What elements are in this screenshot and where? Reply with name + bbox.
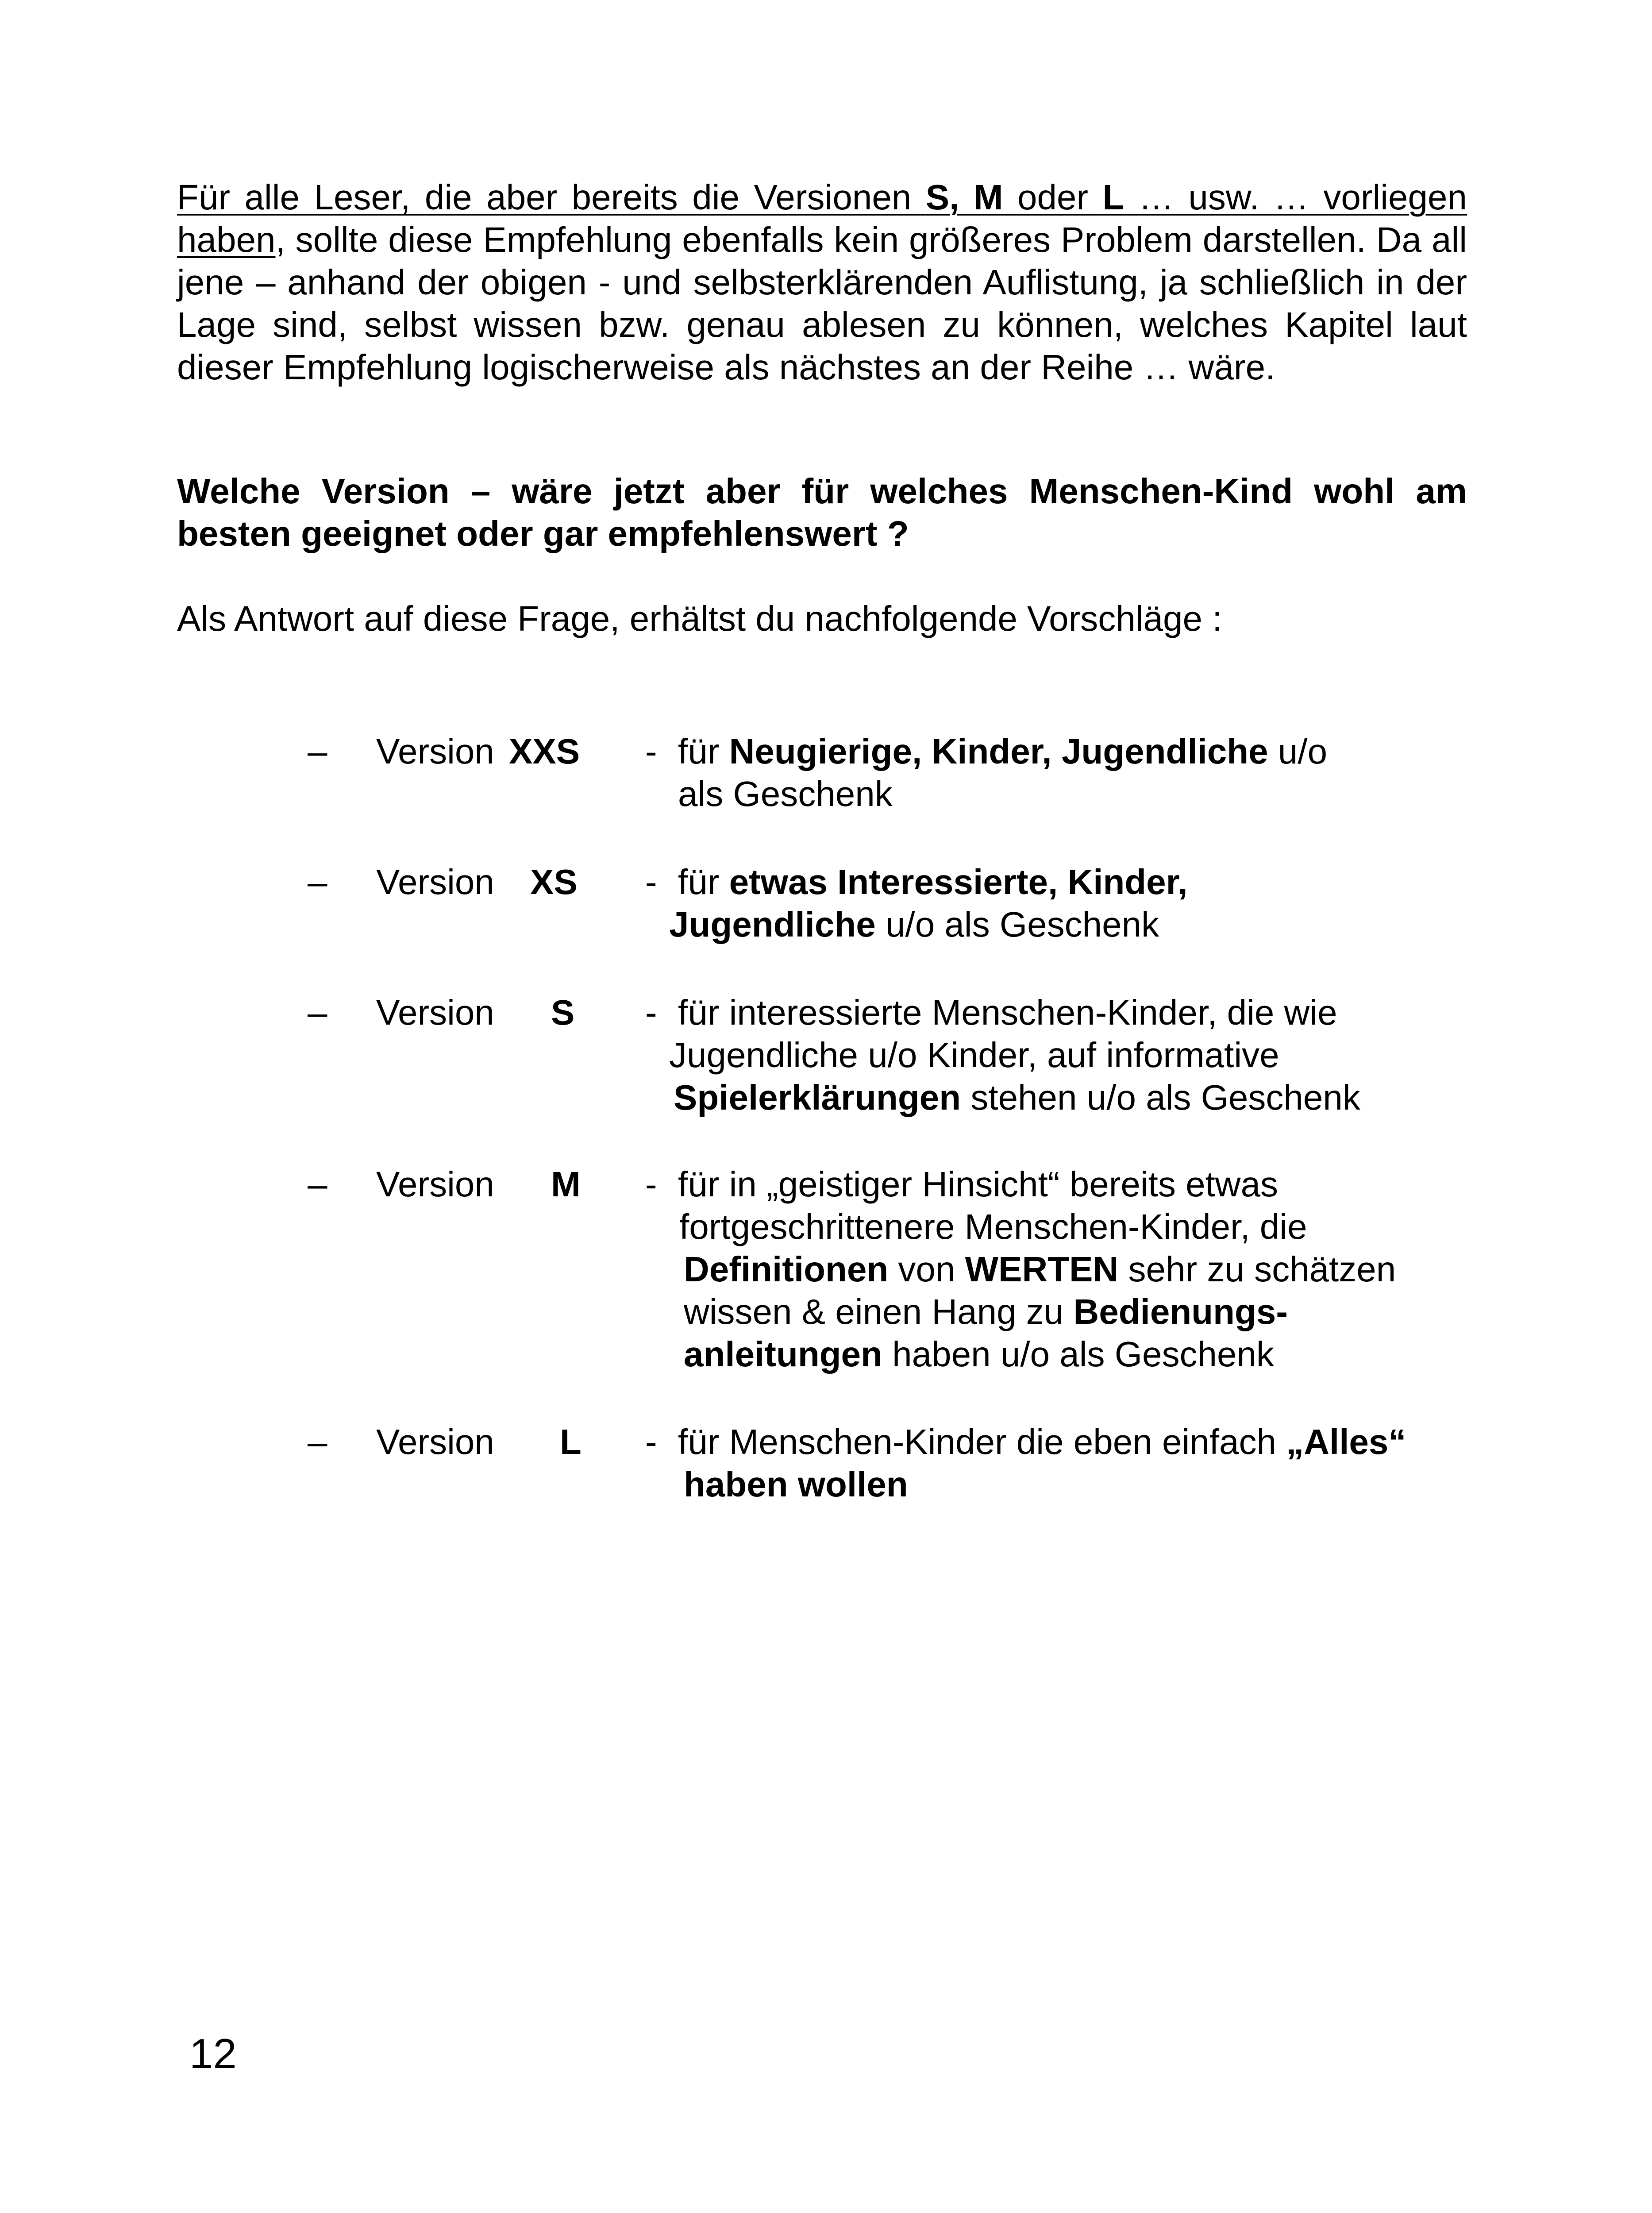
page-number: 12 bbox=[189, 2030, 237, 2078]
version-label: Version bbox=[376, 1422, 494, 1461]
paragraph-bold-l: L bbox=[1102, 177, 1124, 217]
description-text: für bbox=[678, 732, 729, 771]
paragraph-rest: , sollte diese Empfehlung ebenfalls kein größeres Problem darstellen. Da all jene – anhand der obigen - und selbsterklärenden Auflistung, ja schließlich in der Lage sind, selbst wissen bzw. genau ablesen zu können, welches Kapitel laut dieser Empfehlung logischerweise als nächstes an der Reihe … wäre. bbox=[177, 220, 1467, 387]
description-hyphen: - bbox=[645, 993, 657, 1032]
version-description-line bbox=[678, 861, 1188, 903]
version-description-line bbox=[684, 1248, 1396, 1291]
paragraph-underlined-start: Für alle Leser, die aber bereits die Versionen bbox=[177, 177, 926, 217]
version-description-line bbox=[678, 991, 1337, 1034]
version-description-line bbox=[684, 1333, 1274, 1376]
list-dash: – bbox=[308, 862, 327, 902]
description-bold-text: anleitungen bbox=[684, 1334, 882, 1374]
list-dash: – bbox=[308, 1164, 327, 1204]
version-code: XXS bbox=[509, 732, 580, 771]
description-bold-text: Bedienungs- bbox=[1073, 1292, 1288, 1331]
description-text: für bbox=[678, 862, 729, 902]
version-description-line bbox=[674, 1076, 1360, 1119]
description-text: u/o als Geschenk bbox=[875, 905, 1159, 944]
list-dash: – bbox=[308, 732, 327, 771]
version-code: S bbox=[551, 993, 575, 1032]
intro-paragraph bbox=[177, 176, 1467, 389]
description-bold-text: WERTEN bbox=[965, 1249, 1119, 1289]
version-description-line bbox=[678, 1163, 1278, 1206]
description-bold-text: etwas Interessierte, Kinder, bbox=[729, 862, 1188, 902]
paragraph-underlined-usw: … usw. … vorliegen haben bbox=[177, 177, 1467, 259]
version-description-line bbox=[678, 730, 1327, 773]
version-description-line bbox=[679, 1206, 1307, 1248]
version-label: Version bbox=[376, 993, 494, 1032]
description-text: wissen & einen Hang zu bbox=[684, 1292, 1074, 1331]
description-text: als Geschenk bbox=[678, 774, 893, 813]
description-text: für in „geistiger Hinsicht“ bereits etwas bbox=[678, 1164, 1278, 1204]
version-description-line bbox=[678, 1421, 1406, 1463]
version-code: XS bbox=[530, 862, 578, 902]
description-hyphen: - bbox=[645, 1164, 657, 1204]
description-bold-text: Neugierige, Kinder, Jugendliche bbox=[729, 732, 1268, 771]
question-heading: Welche Version – wäre jetzt aber für welches Menschen-Kind wohl am besten geeignet oder gar empfehlenswert ? bbox=[177, 471, 1467, 553]
version-description-line bbox=[684, 1463, 908, 1506]
version-code: L bbox=[560, 1422, 581, 1461]
description-text: von bbox=[888, 1249, 965, 1289]
paragraph-underlined-oder: oder bbox=[1003, 177, 1103, 217]
version-code: M bbox=[551, 1164, 581, 1204]
description-bold-text: „Alles“ bbox=[1286, 1422, 1406, 1461]
paragraph-bold-versions: S, M bbox=[925, 177, 1003, 217]
answer-intro: Als Antwort auf diese Frage, erhältst du nachfolgende Vorschläge : bbox=[177, 599, 1222, 638]
description-text: sehr zu schätzen bbox=[1118, 1249, 1396, 1289]
version-label: Version bbox=[376, 1164, 494, 1204]
version-label: Version bbox=[376, 732, 494, 771]
description-text: stehen u/o als Geschenk bbox=[961, 1078, 1360, 1117]
description-bold-text: haben wollen bbox=[684, 1465, 908, 1504]
description-hyphen: - bbox=[645, 1422, 657, 1461]
description-text: für Menschen-Kinder die eben einfach bbox=[678, 1422, 1286, 1461]
version-description-line bbox=[669, 903, 1159, 946]
description-hyphen: - bbox=[645, 732, 657, 771]
version-description-line bbox=[669, 1034, 1279, 1076]
version-description-line bbox=[678, 773, 893, 815]
description-text: fortgeschrittenere Menschen-Kinder, die bbox=[679, 1207, 1307, 1246]
version-description-line bbox=[684, 1291, 1288, 1333]
description-hyphen: - bbox=[645, 862, 657, 902]
description-text: u/o bbox=[1268, 732, 1328, 771]
list-dash: – bbox=[308, 993, 327, 1032]
description-text: für interessierte Menschen-Kinder, die wie bbox=[678, 993, 1337, 1032]
description-bold-text: Spielerklärungen bbox=[674, 1078, 961, 1117]
description-bold-text: Jugendliche bbox=[669, 905, 876, 944]
list-dash: – bbox=[308, 1422, 327, 1461]
version-label: Version bbox=[376, 862, 494, 902]
description-bold-text: Definitionen bbox=[684, 1249, 889, 1289]
description-text: haben u/o als Geschenk bbox=[882, 1334, 1274, 1374]
description-text: Jugendliche u/o Kinder, auf informative bbox=[669, 1035, 1279, 1075]
